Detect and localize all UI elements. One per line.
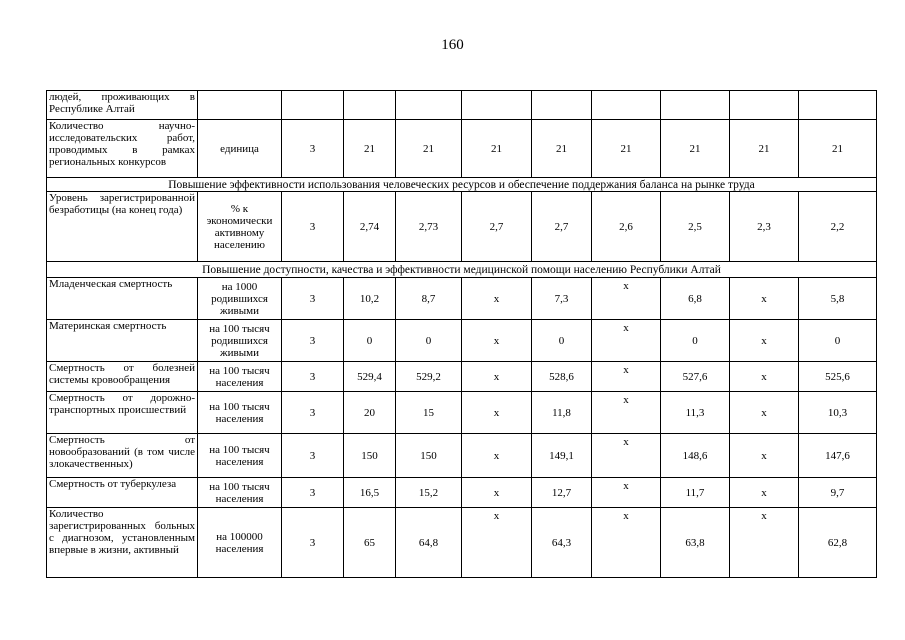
value-cell: х	[592, 362, 661, 392]
value-cell: 2,6	[592, 192, 661, 262]
indicator-unit: % к экономически активному населению	[198, 192, 282, 262]
value-cell: 11,8	[532, 392, 592, 434]
value-cell: 16,5	[344, 478, 396, 508]
value-cell: 6,8	[661, 278, 730, 320]
value-cell	[799, 91, 877, 120]
value-cell: 21	[799, 120, 877, 178]
value-cell: х	[730, 508, 799, 578]
indicator-unit: единица	[198, 120, 282, 178]
value-cell	[282, 91, 344, 120]
value-cell: 10,3	[799, 392, 877, 434]
value-cell: х	[462, 362, 532, 392]
indicator-unit: на 100 тысяч населения	[198, 434, 282, 478]
table-row	[47, 508, 877, 578]
table-row	[47, 434, 877, 478]
indicators-table	[46, 90, 877, 578]
indicator-name: Смертность от болезней системы кровообращения	[47, 362, 198, 392]
value-cell	[462, 91, 532, 120]
indicator-unit: на 100 тысяч населения	[198, 392, 282, 434]
indicator-name: Количество зарегистрированных больных с диагнозом, установленным впервые в жизни, активный	[47, 508, 198, 578]
indicator-name: Младенческая смертность	[47, 278, 198, 320]
value-cell: 2,7	[532, 192, 592, 262]
value-cell: 20	[344, 392, 396, 434]
value-cell: х	[730, 278, 799, 320]
value-cell: 528,6	[532, 362, 592, 392]
indicator-unit: на 100000 населения	[198, 508, 282, 578]
indicator-unit: на 1000 родившихся живыми	[198, 278, 282, 320]
value-cell: 3	[282, 434, 344, 478]
value-cell: 529,2	[396, 362, 462, 392]
value-cell: 3	[282, 120, 344, 178]
value-cell: 2,7	[462, 192, 532, 262]
value-cell	[344, 91, 396, 120]
value-cell	[730, 91, 799, 120]
indicator-name: людей, проживающих в Республике Алтай	[47, 91, 198, 120]
indicator-unit	[198, 91, 282, 120]
section-row	[47, 178, 877, 192]
value-cell: 11,3	[661, 392, 730, 434]
value-cell: 2,2	[799, 192, 877, 262]
value-cell: 15	[396, 392, 462, 434]
value-cell: х	[462, 278, 532, 320]
value-cell: 5,8	[799, 278, 877, 320]
table-row	[47, 91, 877, 120]
value-cell: 11,7	[661, 478, 730, 508]
indicator-name: Смертность от дорожно-транспортных происшествий	[47, 392, 198, 434]
value-cell: 21	[462, 120, 532, 178]
value-cell: х	[592, 478, 661, 508]
value-cell: х	[730, 434, 799, 478]
indicator-unit: на 100 тысяч населения	[198, 478, 282, 508]
section-row	[47, 262, 877, 278]
value-cell: 63,8	[661, 508, 730, 578]
value-cell: 9,7	[799, 478, 877, 508]
value-cell: 3	[282, 278, 344, 320]
value-cell: 21	[396, 120, 462, 178]
value-cell: 2,5	[661, 192, 730, 262]
value-cell: 0	[799, 320, 877, 362]
value-cell: х	[462, 392, 532, 434]
value-cell: 64,8	[396, 508, 462, 578]
value-cell	[661, 91, 730, 120]
value-cell: 529,4	[344, 362, 396, 392]
value-cell: 21	[730, 120, 799, 178]
indicator-name: Материнская смертность	[47, 320, 198, 362]
value-cell: 0	[532, 320, 592, 362]
value-cell: х	[462, 478, 532, 508]
table-row	[47, 120, 877, 178]
value-cell: 0	[344, 320, 396, 362]
value-cell: х	[592, 278, 661, 320]
table-row	[47, 320, 877, 362]
value-cell: 525,6	[799, 362, 877, 392]
value-cell: х	[592, 434, 661, 478]
value-cell: 0	[661, 320, 730, 362]
value-cell: 65	[344, 508, 396, 578]
indicator-unit: на 100 тысяч родившихся живыми	[198, 320, 282, 362]
value-cell	[396, 91, 462, 120]
value-cell: 3	[282, 508, 344, 578]
value-cell: 10,2	[344, 278, 396, 320]
indicator-unit: на 100 тысяч населения	[198, 362, 282, 392]
table-body	[47, 91, 877, 578]
table-row	[47, 192, 877, 262]
value-cell: 0	[396, 320, 462, 362]
value-cell: х	[462, 508, 532, 578]
value-cell: 3	[282, 192, 344, 262]
value-cell: х	[462, 320, 532, 362]
value-cell: 150	[396, 434, 462, 478]
value-cell: 21	[344, 120, 396, 178]
value-cell: 148,6	[661, 434, 730, 478]
value-cell	[532, 91, 592, 120]
value-cell: х	[730, 362, 799, 392]
value-cell: 150	[344, 434, 396, 478]
value-cell: 3	[282, 362, 344, 392]
value-cell: х	[730, 320, 799, 362]
value-cell: 8,7	[396, 278, 462, 320]
value-cell: 21	[532, 120, 592, 178]
value-cell: 2,73	[396, 192, 462, 262]
value-cell: х	[592, 392, 661, 434]
value-cell: 15,2	[396, 478, 462, 508]
value-cell: 7,3	[532, 278, 592, 320]
value-cell: х	[592, 320, 661, 362]
indicator-name: Уровень зарегистрированной безработицы (на конец года)	[47, 192, 198, 262]
value-cell: х	[730, 478, 799, 508]
value-cell: 64,3	[532, 508, 592, 578]
value-cell: х	[592, 508, 661, 578]
section-title: Повышение эффективности использования человеческих ресурсов и обеспечение поддержания баланса на рынке труда	[47, 178, 877, 192]
value-cell: 3	[282, 392, 344, 434]
value-cell: 527,6	[661, 362, 730, 392]
value-cell: 62,8	[799, 508, 877, 578]
indicator-name: Смертность от новообразований (в том числе злокачественных)	[47, 434, 198, 478]
table-row	[47, 362, 877, 392]
value-cell: 149,1	[532, 434, 592, 478]
indicator-name: Смертность от туберкулеза	[47, 478, 198, 508]
indicator-name: Количество научно-исследовательских работ, проводимых в рамках региональных конкурсов	[47, 120, 198, 178]
value-cell: х	[730, 392, 799, 434]
value-cell: 12,7	[532, 478, 592, 508]
value-cell: х	[462, 434, 532, 478]
value-cell: 2,74	[344, 192, 396, 262]
value-cell: 147,6	[799, 434, 877, 478]
table-row	[47, 478, 877, 508]
table-row	[47, 392, 877, 434]
value-cell: 3	[282, 320, 344, 362]
value-cell: 2,3	[730, 192, 799, 262]
value-cell: 21	[592, 120, 661, 178]
page-number: 160	[441, 37, 464, 53]
table-row	[47, 278, 877, 320]
section-title: Повышение доступности, качества и эффективности медицинской помощи населению Республики Алтай	[47, 262, 877, 278]
value-cell: 3	[282, 478, 344, 508]
value-cell: 21	[661, 120, 730, 178]
value-cell	[592, 91, 661, 120]
